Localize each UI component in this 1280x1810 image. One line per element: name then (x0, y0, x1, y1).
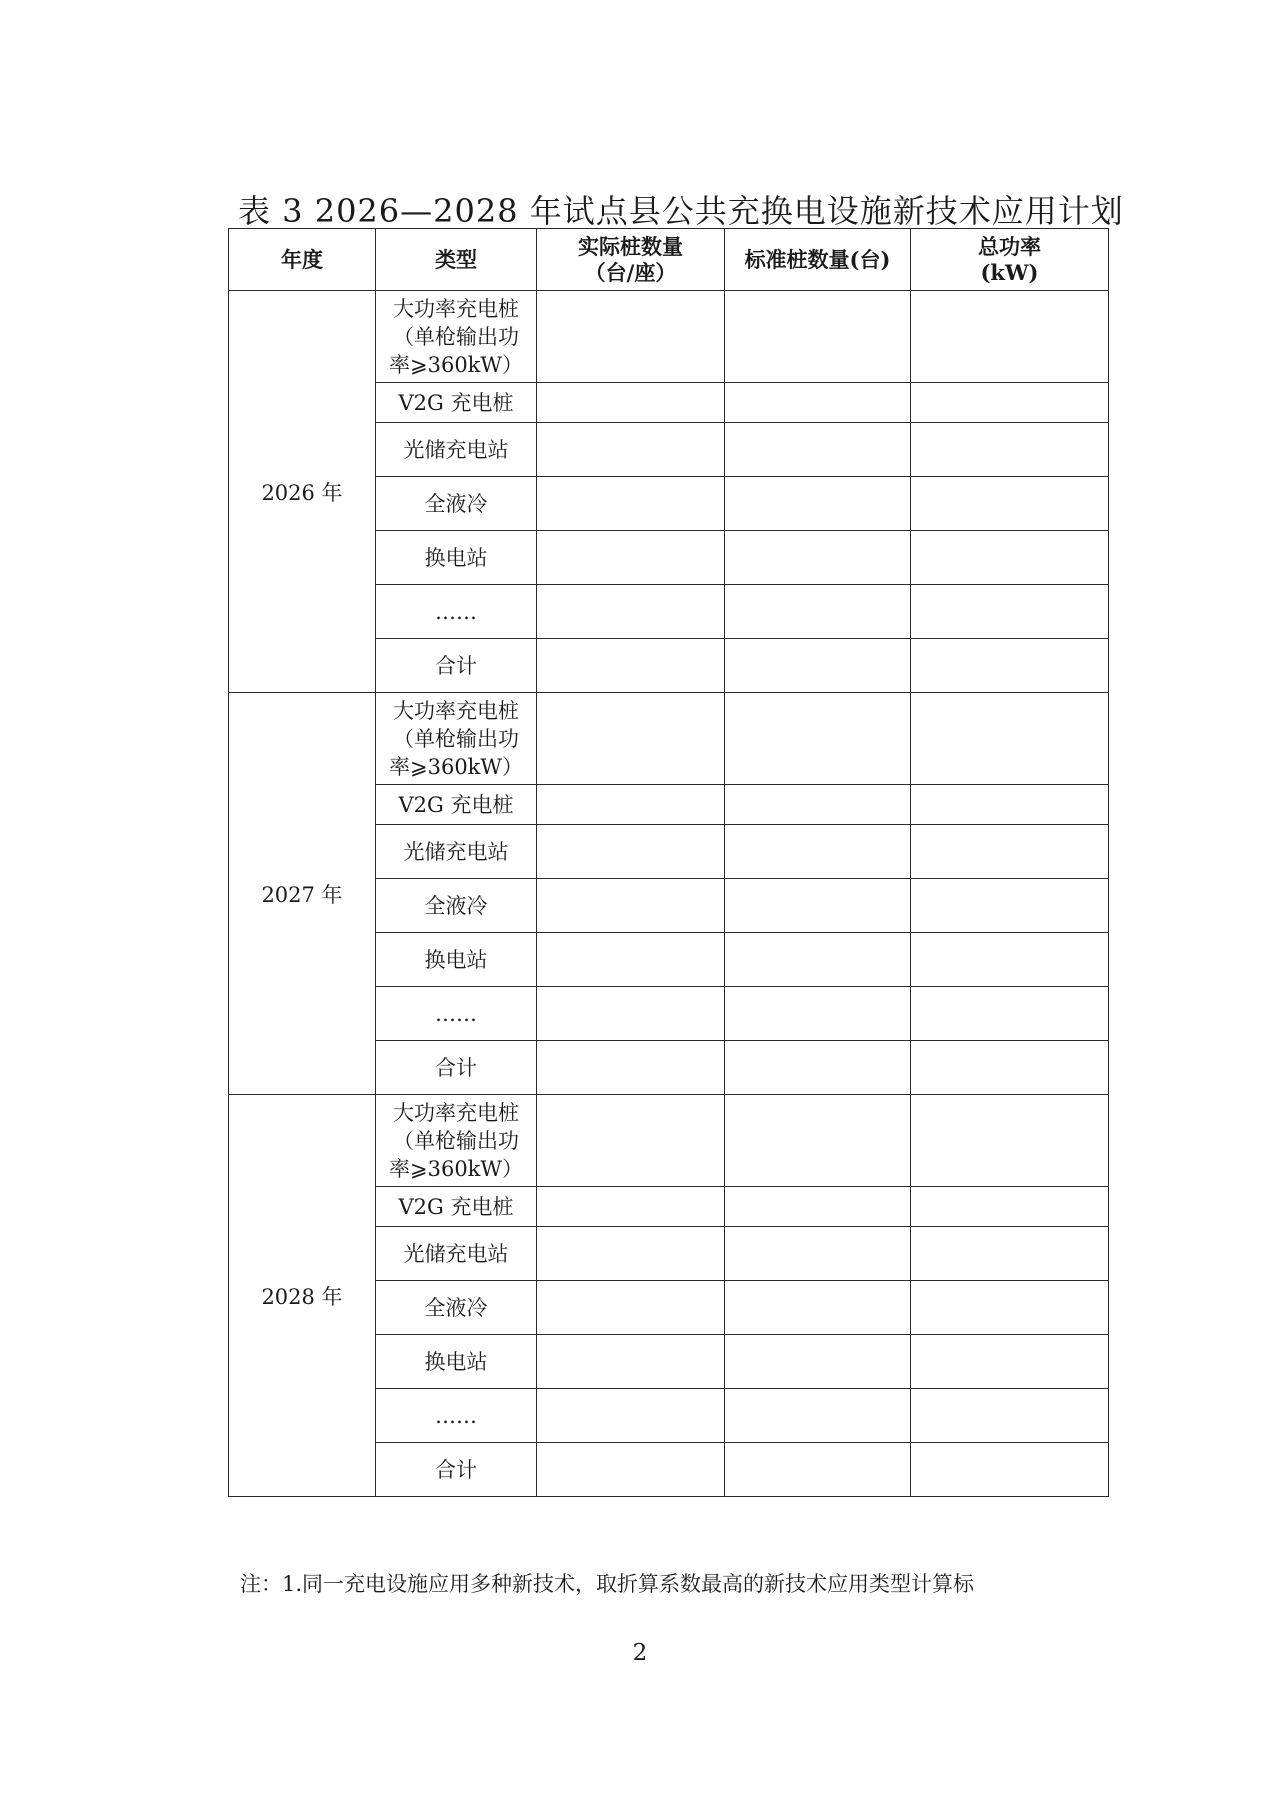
actual-count-cell[interactable] (537, 785, 725, 825)
type-cell: …… (376, 1389, 537, 1443)
actual-count-cell[interactable] (537, 423, 725, 477)
actual-count-cell[interactable] (537, 1443, 725, 1497)
total-power-cell[interactable] (911, 1227, 1109, 1281)
type-cell: V2G 充电桩 (376, 785, 537, 825)
total-power-cell[interactable] (911, 933, 1109, 987)
type-cell: 大功率充电桩 （单枪输出功 率⩾360kW） (376, 291, 537, 383)
standard-count-cell[interactable] (725, 1041, 911, 1095)
standard-count-cell[interactable] (725, 879, 911, 933)
total-power-cell[interactable] (911, 477, 1109, 531)
standard-count-cell[interactable] (725, 825, 911, 879)
standard-count-cell[interactable] (725, 291, 911, 383)
standard-count-cell[interactable] (725, 693, 911, 785)
actual-count-cell[interactable] (537, 585, 725, 639)
total-power-cell[interactable] (911, 987, 1109, 1041)
type-cell: 光储充电站 (376, 1227, 537, 1281)
actual-count-cell[interactable] (537, 1389, 725, 1443)
total-power-cell[interactable] (911, 1443, 1109, 1497)
page-number: 2 (632, 1640, 648, 1666)
total-power-cell[interactable] (911, 879, 1109, 933)
header-standard-count: 标准桩数量(台) (725, 229, 911, 291)
standard-count-cell[interactable] (725, 1095, 911, 1187)
total-power-cell[interactable] (911, 1095, 1109, 1187)
actual-count-cell[interactable] (537, 987, 725, 1041)
actual-count-cell[interactable] (537, 639, 725, 693)
standard-count-cell[interactable] (725, 585, 911, 639)
type-cell: V2G 充电桩 (376, 383, 537, 423)
total-power-cell[interactable] (911, 1281, 1109, 1335)
year-cell: 2027 年 (229, 693, 376, 1095)
standard-count-cell[interactable] (725, 1187, 911, 1227)
standard-count-cell[interactable] (725, 423, 911, 477)
type-cell: 大功率充电桩 （单枪输出功 率⩾360kW） (376, 693, 537, 785)
actual-count-cell[interactable] (537, 1095, 725, 1187)
total-power-cell[interactable] (911, 291, 1109, 383)
type-cell: 全液冷 (376, 879, 537, 933)
type-cell: 换电站 (376, 1335, 537, 1389)
standard-count-cell[interactable] (725, 531, 911, 585)
year-cell: 2028 年 (229, 1095, 376, 1497)
total-power-cell[interactable] (911, 785, 1109, 825)
total-power-cell[interactable] (911, 1187, 1109, 1227)
type-cell: 合计 (376, 639, 537, 693)
total-power-cell[interactable] (911, 639, 1109, 693)
table-row (229, 1095, 1109, 1187)
table-note: 注：1.同一充电设施应用多种新技术，取折算系数最高的新技术应用类型计算标 (240, 1572, 975, 1596)
standard-count-cell[interactable] (725, 1281, 911, 1335)
standard-count-cell[interactable] (725, 933, 911, 987)
type-cell: 全液冷 (376, 477, 537, 531)
type-cell: 光储充电站 (376, 423, 537, 477)
total-power-cell[interactable] (911, 1041, 1109, 1095)
type-cell: V2G 充电桩 (376, 1187, 537, 1227)
type-cell: 合计 (376, 1041, 537, 1095)
header-type: 类型 (376, 229, 537, 291)
standard-count-cell[interactable] (725, 987, 911, 1041)
type-cell: 换电站 (376, 531, 537, 585)
total-power-cell[interactable] (911, 825, 1109, 879)
header-row (229, 229, 1109, 291)
actual-count-cell[interactable] (537, 477, 725, 531)
header-total-power: 总功率 (kW) (911, 229, 1109, 291)
type-cell: 全液冷 (376, 1281, 537, 1335)
header-actual-count: 实际桩数量 （台/座） (537, 229, 725, 291)
table-title: 表 3 2026—2028 年试点县公共充换电设施新技术应用计划 (238, 192, 1124, 230)
actual-count-cell[interactable] (537, 933, 725, 987)
actual-count-cell[interactable] (537, 693, 725, 785)
standard-count-cell[interactable] (725, 1389, 911, 1443)
type-cell: 大功率充电桩 （单枪输出功 率⩾360kW） (376, 1095, 537, 1187)
total-power-cell[interactable] (911, 531, 1109, 585)
actual-count-cell[interactable] (537, 383, 725, 423)
type-cell: …… (376, 987, 537, 1041)
type-cell: …… (376, 585, 537, 639)
total-power-cell[interactable] (911, 383, 1109, 423)
standard-count-cell[interactable] (725, 383, 911, 423)
standard-count-cell[interactable] (725, 1443, 911, 1497)
table-row (229, 693, 1109, 785)
actual-count-cell[interactable] (537, 879, 725, 933)
year-cell: 2026 年 (229, 291, 376, 693)
plan-table (228, 228, 1109, 1497)
header-year: 年度 (229, 229, 376, 291)
actual-count-cell[interactable] (537, 1187, 725, 1227)
type-cell: 换电站 (376, 933, 537, 987)
actual-count-cell[interactable] (537, 1227, 725, 1281)
type-cell: 光储充电站 (376, 825, 537, 879)
standard-count-cell[interactable] (725, 785, 911, 825)
total-power-cell[interactable] (911, 423, 1109, 477)
actual-count-cell[interactable] (537, 531, 725, 585)
actual-count-cell[interactable] (537, 1041, 725, 1095)
total-power-cell[interactable] (911, 585, 1109, 639)
actual-count-cell[interactable] (537, 825, 725, 879)
actual-count-cell[interactable] (537, 1335, 725, 1389)
standard-count-cell[interactable] (725, 477, 911, 531)
standard-count-cell[interactable] (725, 1335, 911, 1389)
actual-count-cell[interactable] (537, 1281, 725, 1335)
total-power-cell[interactable] (911, 1389, 1109, 1443)
total-power-cell[interactable] (911, 1335, 1109, 1389)
standard-count-cell[interactable] (725, 639, 911, 693)
standard-count-cell[interactable] (725, 1227, 911, 1281)
type-cell: 合计 (376, 1443, 537, 1497)
total-power-cell[interactable] (911, 693, 1109, 785)
table-row (229, 291, 1109, 383)
actual-count-cell[interactable] (537, 291, 725, 383)
